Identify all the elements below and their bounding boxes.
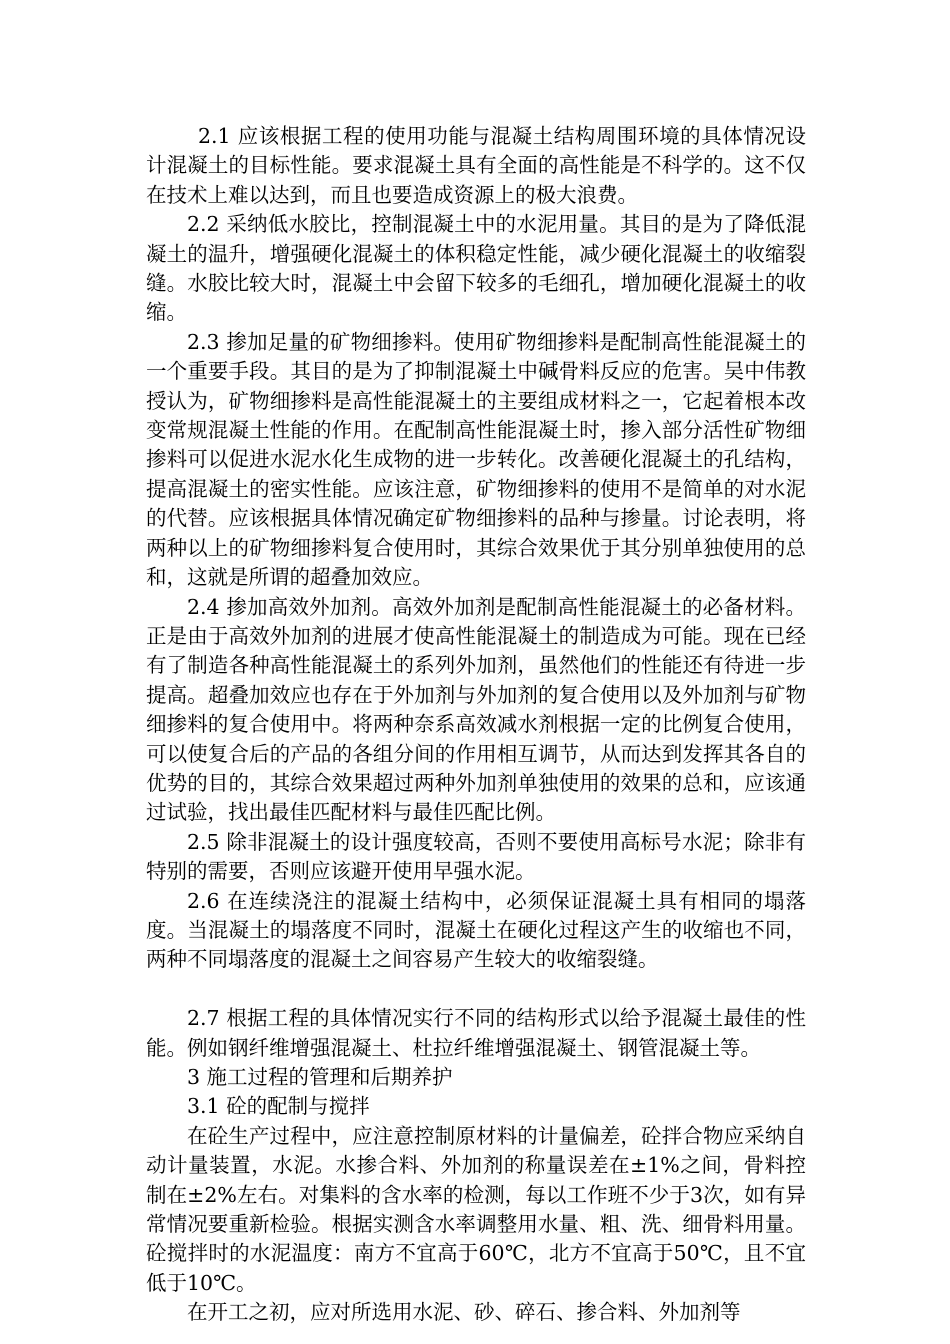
paragraph-2-6: 2.6 在连续浇注的混凝土结构中，必须保证混凝土具有相同的塌落度。当混凝土的塌落度不同时，混凝土在硬化过程这产生的收缩也不同，两种不同塌落度的混凝土之间容易产生较大的收缩裂缝。 bbox=[146, 888, 806, 972]
paragraph-2-7: 2.7 根据工程的具体情况实行不同的结构形式以给予混凝土最佳的性能。例如钢纤维增强混凝土、杜拉纤维增强混凝土、钢管混凝土等。 bbox=[146, 1006, 806, 1060]
blank-line bbox=[146, 975, 806, 1004]
paragraph-2-3: 2.3 掺加足量的矿物细掺料。使用矿物细掺料是配制高性能混凝土的一个重要手段。其目的是为了抑制混凝土中碱骨料反应的危害。吴中伟教授认为，矿物细掺料是高性能混凝土的主要组成材料之一，它起着根本改变常规混凝土性能的作用。在配制高性能混凝土时，掺入部分活性矿物细掺料可以促进水泥水化生成物的进一步转化。改善硬化混凝土的孔结构，提高混凝土的密实性能。应该注意，矿物细掺料的使用不是简单的对水泥的代替。应该根据具体情况确定矿物细掺料的品种与掺量。讨论表明，将两种以上的矿物细掺料复合使用时，其综合效果优于其分别单独使用的总和，这就是所谓的超叠加效应。 bbox=[146, 329, 806, 590]
paragraph-mixing-control: 在砼生产过程中，应注意控制原材料的计量偏差，砼拌合物应采纳自动计量装置，水泥。水掺合料、外加剂的称量误差在±1%之间，骨料控制在±2%左右。对集料的含水率的检测，每以工作班不少于3次，如有异常情况要重新检验。根据实测含水率调整用水量、粗、洗、细骨料用量。砼搅拌时的水泥温度：南方不宜高于60℃，北方不宜高于50℃，且不宜低于10℃。 bbox=[146, 1123, 806, 1295]
document-body bbox=[146, 122, 806, 1328]
paragraph-2-1: 2.1 应该根据工程的使用功能与混凝土结构周围环境的具体情况设计混凝土的目标性能。要求混凝土具有全面的高性能是不科学的。这不仅在技术上难以达到，而且也要造成资源上的极大浪费。 bbox=[146, 124, 806, 207]
subsection-heading-3-1: 3.1 砼的配制与搅拌 bbox=[187, 1094, 370, 1119]
paragraph-2-2: 2.2 采纳低水胶比，控制混凝土中的水泥用量。其目的是为了降低混凝土的温升，增强硬化混凝土的体积稳定性能，减少硬化混凝土的收缩裂缝。水胶比较大时，混凝土中会留下较多的毛细孔，增加硬化混凝土的收缩。 bbox=[146, 212, 806, 325]
paragraph-2-5: 2.5 除非混凝土的设计强度较高，否则不要使用高标号水泥；除非有特别的需要，否则应该避开使用早强水泥。 bbox=[146, 829, 806, 884]
paragraph-start-of-work: 在开工之初，应对所选用水泥、砂、碎石、掺合料、外加剂等 bbox=[187, 1300, 741, 1325]
paragraph-2-4: 2.4 掺加高效外加剂。高效外加剂是配制高性能混凝土的必备材料。正是由于高效外加剂的进展才使高性能混凝土的制造成为可能。现在已经有了制造各种高性能混凝土的系列外加剂，虽然他们的性能还有待进一步提高。超叠加效应也存在于外加剂与外加剂的复合使用以及外加剂与矿物细掺料的复合使用中。将两种奈系高效减水剂根据一定的比例复合使用，可以使复合后的产品的各组分间的作用相互调节，从而达到发挥其各自的优势的目的，其综合效果超过两种外加剂单独使用的效果的总和，应该通过试验，找出最佳匹配材料与最佳匹配比例。 bbox=[146, 594, 806, 825]
section-heading-3: 3 施工过程的管理和后期养护 bbox=[187, 1064, 453, 1089]
